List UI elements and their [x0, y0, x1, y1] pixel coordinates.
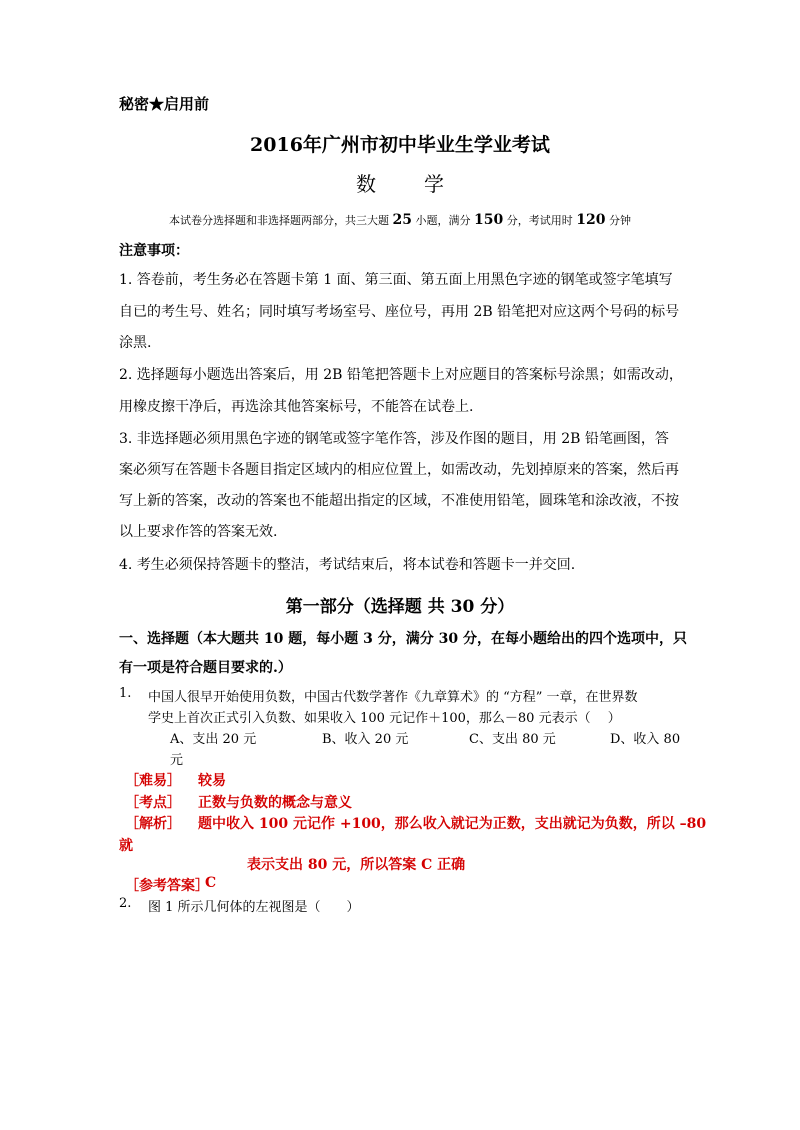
question-number: 1.: [119, 686, 132, 701]
topic-label: ［考点］: [125, 795, 181, 811]
notice-line: 案必须写在答题卡各题目指定区域内的相应位置上，如需改动，先划掉原来的答案，然后再: [119, 462, 679, 478]
answer-value: C: [205, 875, 217, 891]
topic-value: 正数与负数的概念与意义: [198, 795, 352, 811]
info-mid2: 分，考试用时: [503, 214, 577, 227]
exam-info: [0, 212, 800, 228]
question-text: 图 1 所示几何体的左视图是（ ）: [148, 900, 360, 915]
difficulty-value: 较易: [198, 773, 226, 789]
confidential-mark: 秘密★启用前: [119, 95, 210, 113]
info-suffix: 分钟: [605, 214, 631, 227]
subject-title: 数学: [356, 172, 492, 196]
exam-title: 2016年广州市初中毕业生学业考试: [250, 134, 550, 156]
notice-line: 1. 答卷前，考生务必在答题卡第 1 面、第三面、第五面上用黑色字迹的钢笔或签字笔填写: [119, 272, 673, 288]
info-score: 150: [474, 212, 504, 228]
analysis-text: 题中收入 100 元记作 +100，那么收入就记为正数，支出就记为负数，所以 –80: [198, 816, 707, 832]
part-heading: 第一部分（选择题 共 30 分）: [285, 597, 515, 617]
analysis-wrap: 就: [119, 838, 133, 854]
notice-line: 涂黑.: [119, 335, 152, 351]
option-b: B、收入 20 元: [322, 732, 409, 747]
difficulty-label: ［难易］: [125, 773, 181, 789]
option-c: C、支出 80 元: [469, 732, 556, 747]
notice-line: 以上要求作答的答案无效.: [119, 524, 278, 540]
option-d: D、收入 80: [610, 732, 681, 747]
notice-line: 3. 非选择题必须用黑色字迹的钢笔或签字笔作答，涉及作图的题目，用 2B 铅笔画图，答: [119, 431, 669, 447]
question-text: 学史上首次正式引入负数、如果收入 100 元记作＋100，那么－80 元表示（ ）: [148, 711, 621, 726]
question-number: 2.: [119, 896, 132, 911]
answer-label: ［参考答案］: [125, 878, 209, 894]
option-d-wrap: 元: [170, 753, 184, 768]
question-text: 中国人很早开始使用负数，中国古代数学著作《九章算术》的 “方程” 一章，在世界数: [148, 690, 638, 705]
option-a: A、支出 20 元: [170, 732, 257, 747]
section-heading-cont: 有一项是符合题目要求的.）: [119, 660, 292, 676]
analysis-text: 表示支出 80 元，所以答案 C 正确: [247, 857, 466, 873]
section-heading: 一、选择题（本大题共 10 题，每小题 3 分，满分 30 分，在每小题给出的四个选项中，只: [119, 631, 687, 647]
info-mid1: 小题，满分: [412, 214, 474, 227]
notice-line: 自已的考生号、姓名；同时填写考场室号、座位号，再用 2B 铅笔把对应这两个号码的标号: [119, 304, 680, 320]
notice-line: 4. 考生必须保持答题卡的整洁，考试结束后，将本试卷和答题卡一并交回.: [119, 557, 576, 573]
notice-line: 写上新的答案，改动的答案也不能超出指定的区域，不准使用铅笔，圆珠笔和涂改液，不按: [119, 493, 679, 509]
notice-line: 2. 选择题每小题选出答案后，用 2B 铅笔把答题卡上对应题目的答案标号涂黑；如需改动，: [119, 367, 683, 383]
analysis-label: ［解析］: [125, 816, 181, 832]
notice-line: 用橡皮擦干净后，再选涂其他答案标号，不能答在试卷上.: [119, 399, 474, 415]
info-count: 25: [392, 212, 412, 228]
notice-heading: 注意事项：: [119, 243, 189, 259]
info-prefix: 本试卷分选择题和非选择题两部分，共三大题: [169, 214, 393, 227]
info-time: 120: [576, 212, 606, 228]
